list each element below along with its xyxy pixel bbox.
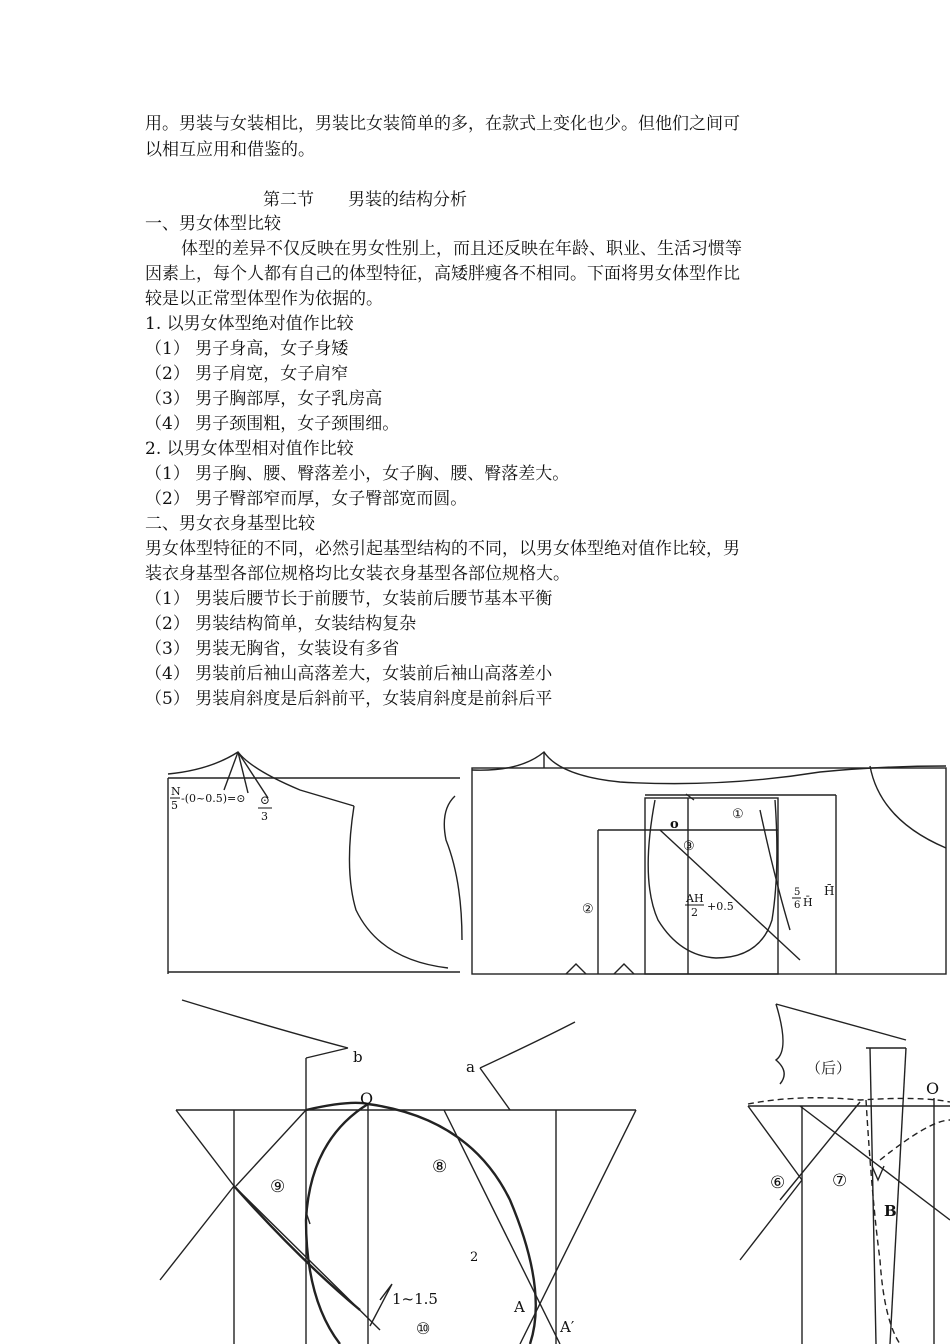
label-8: ⑧ [432,1157,448,1177]
list-item: （1） 男装后腰节长于前腰节，女装前后腰节基本平衡 [145,589,553,609]
label-2: ② [582,902,594,917]
part1-body-line-1: 体型的差异不仅反映在男女性别上，而且还反映在年龄、职业、生活习惯等 [181,239,742,259]
label-6: ⑥ [770,1173,786,1193]
label-back: （后） [806,1059,852,1077]
list-item: （3） 男装无胸省，女装设有多省 [145,639,400,659]
part2-body-line-1: 男女体型特征的不同，必然引起基型结构的不同，以男女体型绝对值作比较，男 [145,539,740,559]
list-item: （2） 男子肩宽，女子肩窄 [145,364,349,384]
ah-denominator: 2 [691,906,698,919]
label-b: b [353,1048,363,1066]
label-a: a [466,1058,475,1076]
label-A-prime: A′ [560,1318,575,1336]
list-item: （1） 男子胸、腰、臀落差小，女子胸、腰、臀落差大。 [145,464,570,484]
label-O-right: O [926,1079,940,1098]
list-item: （3） 男子胸部厚，女子乳房高 [145,389,383,409]
list-item: （4） 男子颈围粗，女子颈围细。 [145,414,400,434]
intro-line-1: 用。男装与女装相比，男装比女装简单的多，在款式上变化也少。但他们之间可 [145,114,740,134]
list-item: （4） 男装前后袖山高落差大，女装前后袖山高落差小 [145,664,553,684]
label-h: H̄ [824,884,835,898]
ah-suffix: +0.5 [707,900,734,913]
part1-heading: 一、男女体型比较 [145,214,281,234]
figure-labels [170,785,939,1338]
list-item: （2） 男子臀部窄而厚，女子臀部宽而圆。 [145,489,468,509]
dimension-label: 1~1.5 [392,1290,438,1308]
list-item: （5） 男装肩斜度是后斜前平，女装肩斜度是前斜后平 [145,689,553,709]
sub2-title: 2. 以男女体型相对值作比较 [145,439,354,459]
label-1: ① [732,807,744,822]
label-10: ⑩ [416,1319,431,1338]
fraction-numerator: N [171,785,181,798]
intro-line-2: 以相互应用和借鉴的。 [145,140,315,160]
label-B: B [884,1202,897,1220]
figure-top-right [472,752,946,974]
h-numerator: 5 [794,887,801,898]
label-O: O [360,1089,374,1108]
part1-body-line-2: 因素上，每个人都有自己的体型特征，高矮胖瘦各不相同。下面将男女体型作比 [145,264,740,284]
h-symbol: H̄ [803,896,813,909]
list-item: （2） 男装结构简单，女装结构复杂 [145,614,417,634]
sub1-title: 1. 以男女体型绝对值作比较 [145,314,354,334]
part2-body-line-2: 装衣身基型各部位规格均比女装衣身基型各部位规格大。 [145,564,570,584]
part2-heading: 二、男女衣身基型比较 [145,514,315,534]
formula-side-denominator: 3 [261,810,268,823]
ah-numerator: AH [686,892,704,905]
label-3: ③ [683,839,695,854]
label-o: o [670,817,679,832]
label-9: ⑨ [270,1177,286,1197]
section-name: 男装的结构分析 [348,190,467,210]
part1-body-line-3: 较是以正常型体型作为依据的。 [145,289,383,309]
fraction-denominator: 5 [171,799,178,812]
figure-top-left [168,752,462,974]
page-number: 2 [470,1250,479,1265]
formula-side-numerator: ⊙ [260,793,271,807]
section-number: 第二节 [263,190,314,210]
h-denominator: 6 [794,900,801,911]
shoulder-formula: -(0~0.5)=⊙ [181,792,246,805]
list-item: （1） 男子身高，女子身矮 [145,339,349,359]
label-A: A [514,1298,525,1316]
label-7: ⑦ [832,1171,848,1191]
